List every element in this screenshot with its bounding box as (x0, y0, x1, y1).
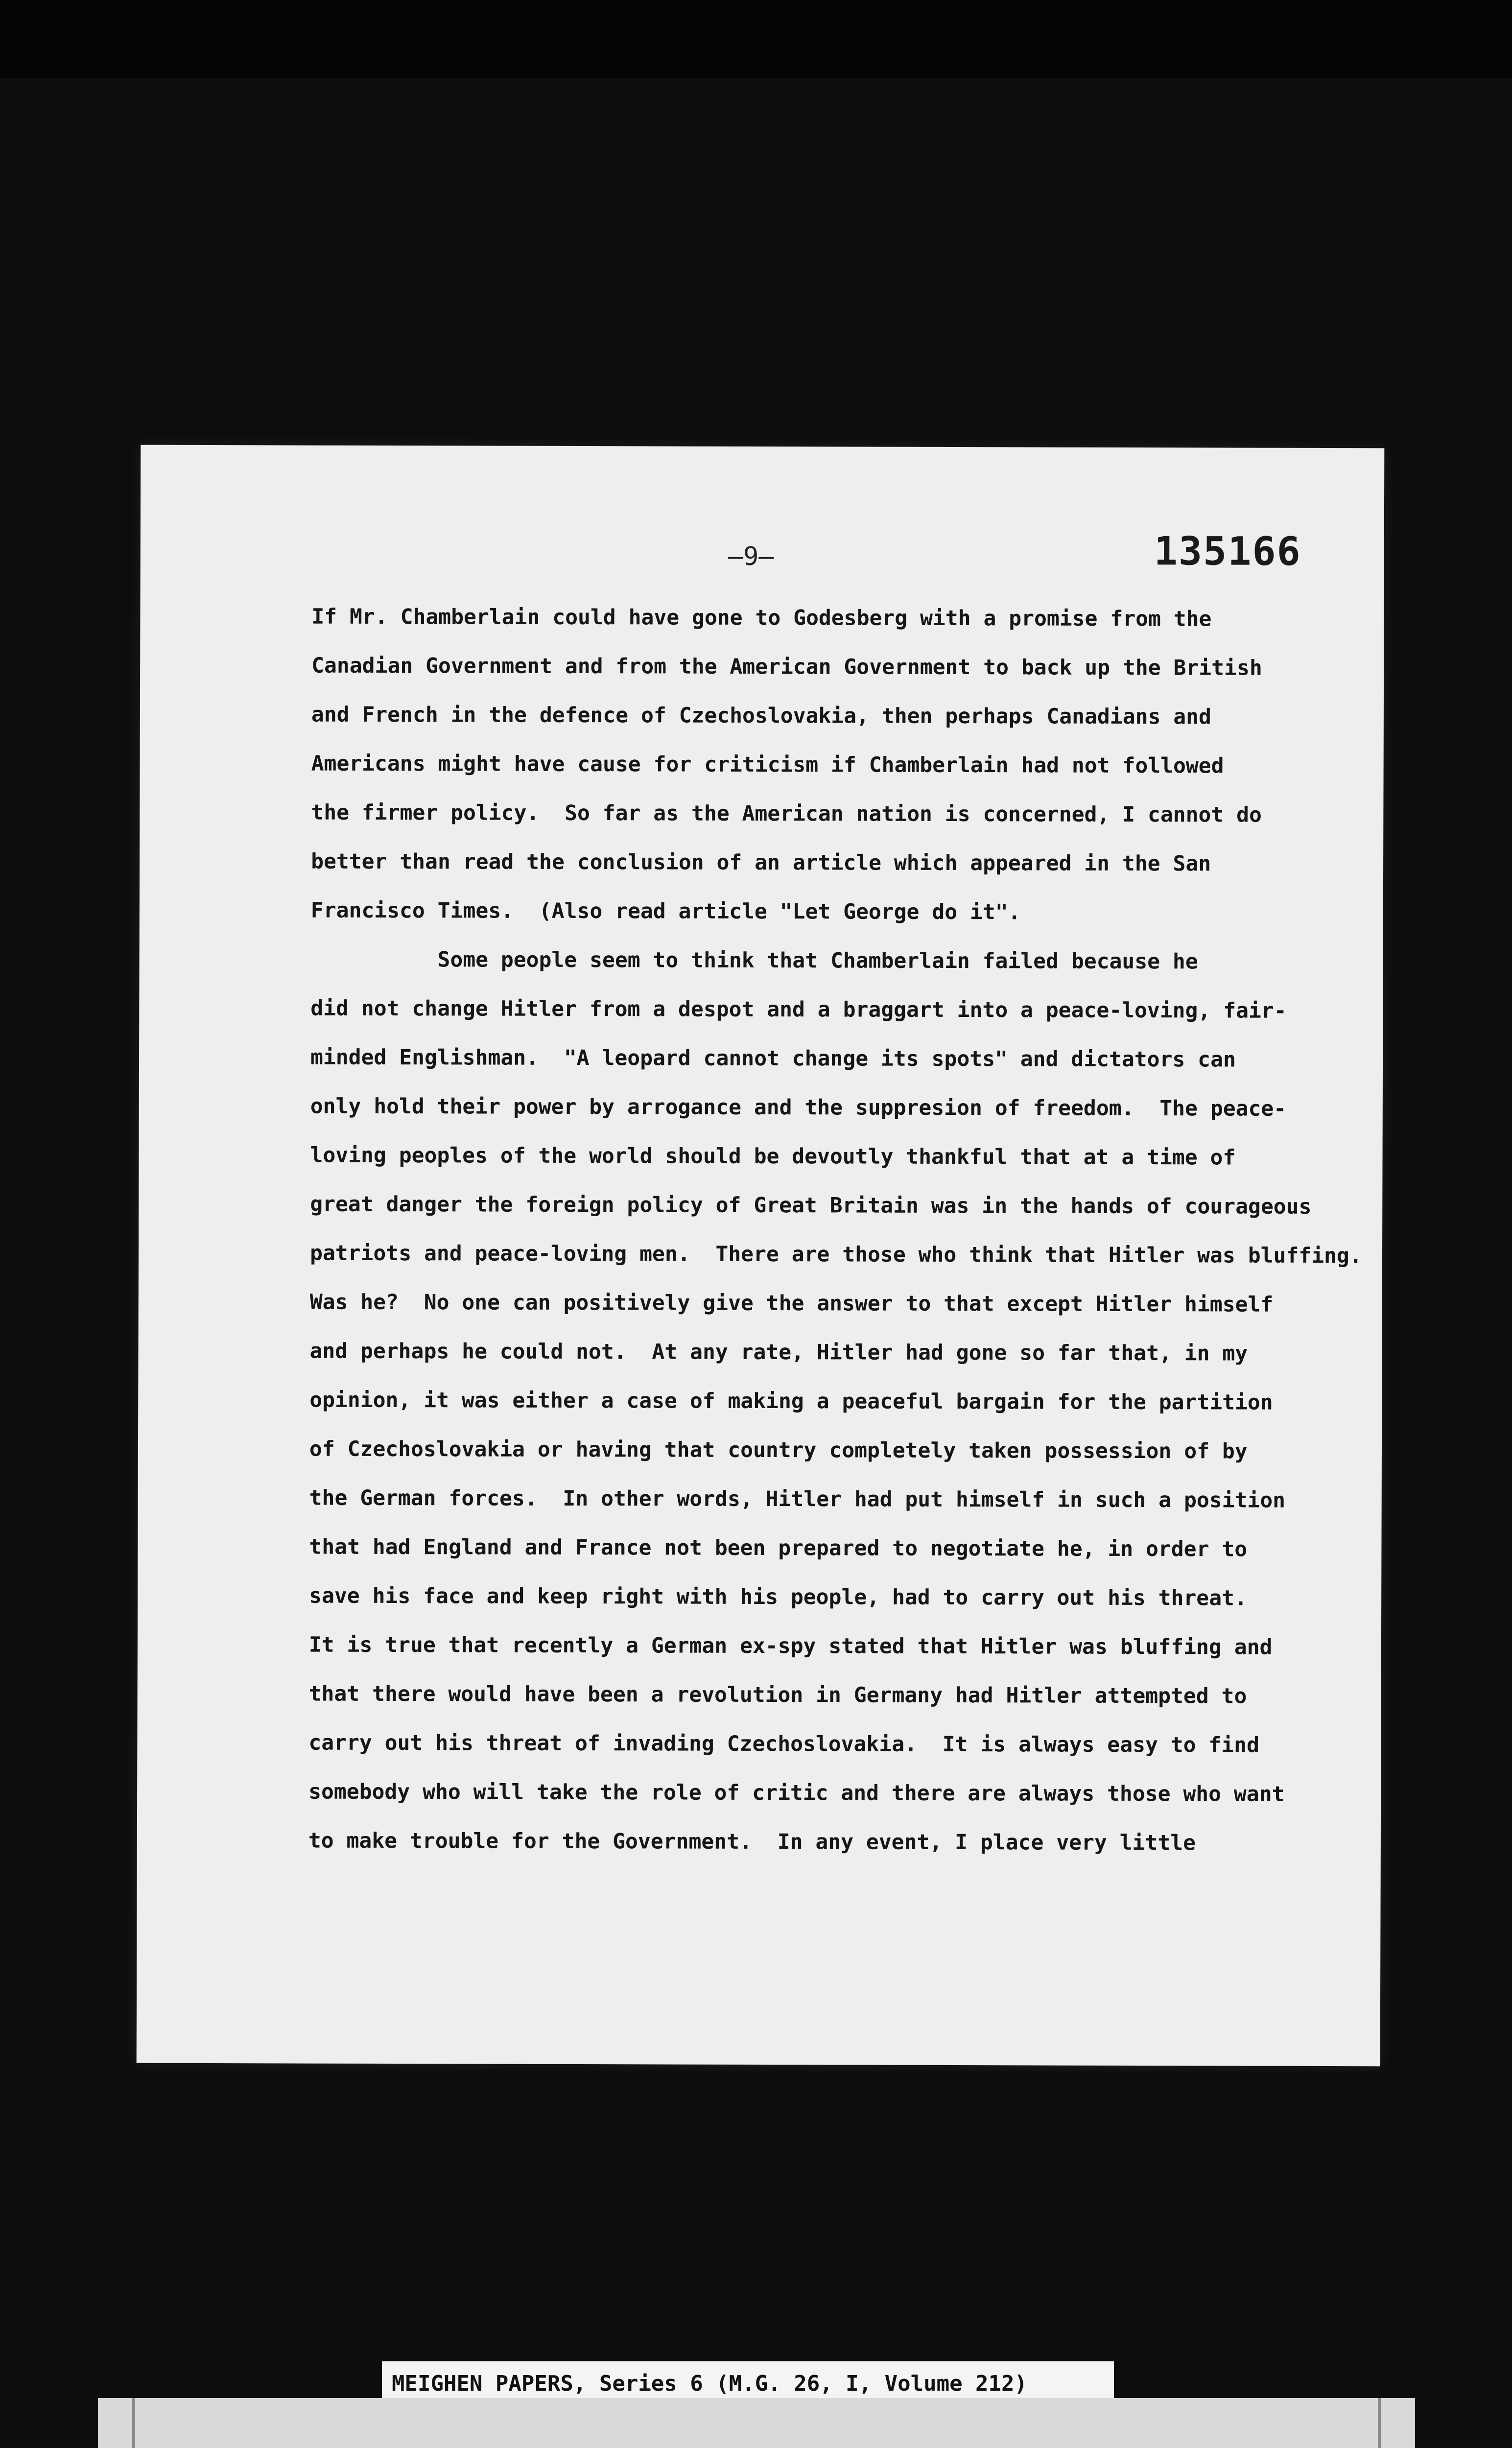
text-line: that had England and France not been prepared to negotiate he, in order to (309, 1534, 1248, 1562)
text-line: to make trouble for the Government. In any event, I place very little (308, 1828, 1196, 1856)
card-edge-right (1378, 2398, 1381, 2448)
text-line: better than read the conclusion of an article which appeared in the San (311, 849, 1211, 876)
film-border-top (0, 0, 1512, 78)
archive-card (98, 2398, 1415, 2448)
text-line: If Mr. Chamberlain could have gone to Godesberg with a promise from the (311, 604, 1212, 632)
text-line: and perhaps he could not. At any rate, Hitler had gone so far that, in my (309, 1339, 1248, 1366)
text-line: carry out his threat of invading Czechoslovakia. It is always easy to find (308, 1730, 1260, 1758)
text-line: somebody who will take the role of critic and there are always those who want (308, 1779, 1285, 1807)
text-line: Was he? No one can positively give the answer to that except Hitler himself (309, 1290, 1274, 1317)
text-line: and French in the defence of Czechoslovakia, then perhaps Canadians and (311, 702, 1212, 730)
text-line: loving peoples of the world should be devoutly thankful that at a time of (310, 1143, 1236, 1170)
card-edge-left (132, 2398, 135, 2448)
document-id-stamp: 135166 (1154, 528, 1301, 574)
document-page (137, 445, 1385, 2067)
text-line: did not change Hitler from a despot and a braggart into a peace-loving, fair- (310, 996, 1287, 1023)
series-label-text: MEIGHEN PAPERS, Series 6 (M.G. 26, I, Volume 212) (392, 2371, 1028, 2396)
text-line: save his face and keep right with his people, had to carry out his threat. (309, 1583, 1247, 1611)
text-line: the German forces. In other words, Hitler had put himself in such a position (309, 1485, 1286, 1513)
page-number: —9— (728, 541, 774, 572)
text-line: patriots and peace-loving men. There are those who think that Hitler was bluffing. (309, 1241, 1362, 1269)
text-line: only hold their power by arrogance and the suppresion of freedom. The peace- (310, 1094, 1287, 1121)
text-line: Americans might have cause for criticism if Chamberlain had not followed (311, 751, 1224, 778)
body-text (308, 592, 1389, 1868)
text-line: Canadian Government and from the American Government to back up the British (311, 653, 1262, 681)
text-line: the firmer policy. So far as the American nation is concerned, I cannot do (311, 800, 1262, 827)
text-line: great danger the foreign policy of Great Britain was in the hands of courageous (310, 1192, 1312, 1219)
text-line: Francisco Times. (Also read article "Let George do it". (310, 898, 1021, 925)
text-line: that there would have been a revolution in Germany had Hitler attempted to (308, 1681, 1247, 1709)
text-line: It is true that recently a German ex-spy stated that Hitler was bluffing and (308, 1632, 1273, 1660)
text-line: Some people seem to think that Chamberlain failed because he (310, 947, 1198, 974)
text-line: of Czechoslovakia or having that country completely taken possession of by (309, 1436, 1248, 1464)
text-line: opinion, it was either a case of making a peaceful bargain for the partition (309, 1388, 1273, 1415)
text-line: minded Englishman. "A leopard cannot change its spots" and dictators can (310, 1045, 1236, 1072)
